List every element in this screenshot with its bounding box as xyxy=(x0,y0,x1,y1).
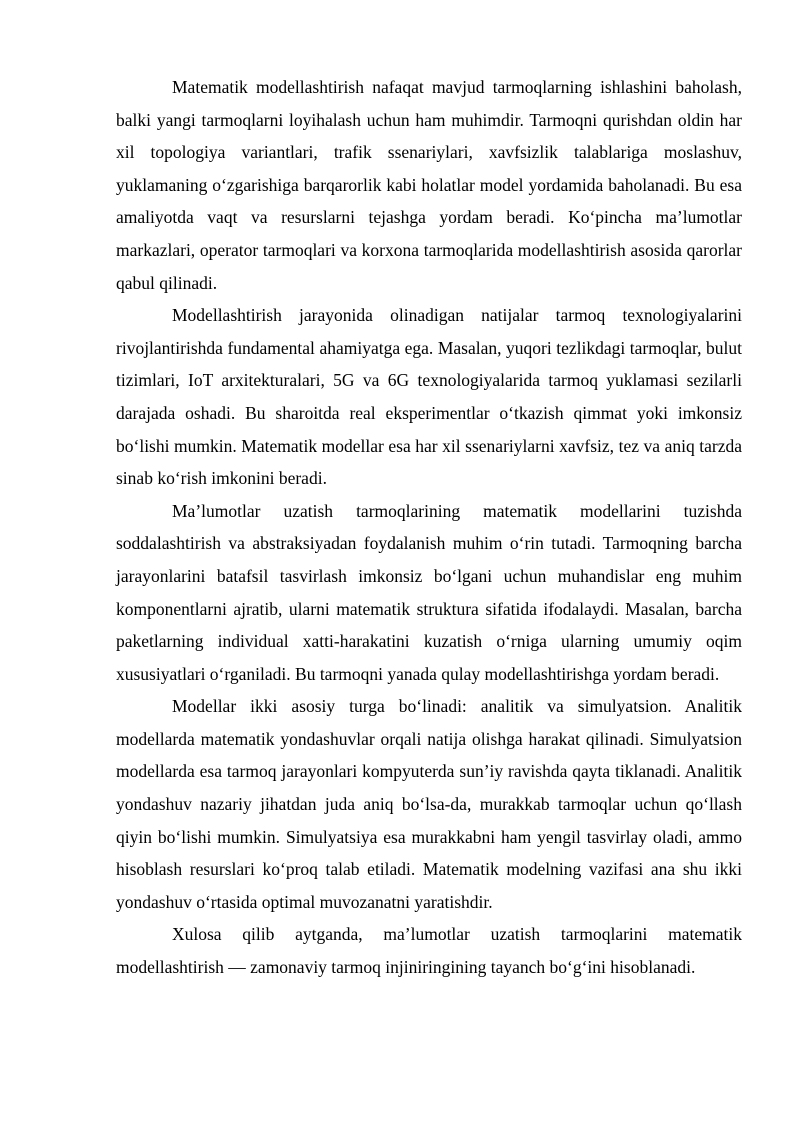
paragraph-3: Ma’lumotlar uzatish tarmoqlarining matematik modellarini tuzishda soddalashtirish va abstraksiyadan foydalanish muhim o‘rin tutadi. Tarmoqning barcha jarayonlarini batafsil tasvirlash imkonsiz bo‘lgani uchun muhandislar eng muhim komponentlarni ajratib, ularni matematik struktura sifatida ifodalaydi. Masalan, barcha paketlarning individual xatti-harakatini kuzatish o‘rniga ularning umumiy oqim xususiyatlari o‘rganiladi. Bu tarmoqni yanada qulay modellashtirishga yordam beradi. xyxy=(116,500,742,684)
document-page xyxy=(116,71,742,984)
paragraph-1: Matematik modellashtirish nafaqat mavjud tarmoqlarning ishlashini baholash, balki yangi tarmoqlarni loyihalash uchun ham muhimdir. Tarmoqni qurishdan oldin har xil topologiya variantlari, trafik ssenariylari, xavfsizlik talablariga moslashuv, yuklamaning o‘zgarishiga barqarorlik kabi holatlar model yordamida baholanadi. Bu esa amaliyotda vaqt va resurslarni tejashga yordam beradi. Ko‘pincha ma’lumotlar markazlari, operator tarmoqlari va korxona tarmoqlarida modellashtirish asosida qarorlar qabul qilinadi. xyxy=(116,77,742,293)
paragraph-2: Modellashtirish jarayonida olinadigan natijalar tarmoq texnologiyalarini rivojlantirishda fundamental ahamiyatga ega. Masalan, yuqori tezlikdagi tarmoqlar, bulut tizimlari, IoT arxitekturalari, 5G va 6G texnologiyalarida tarmoq yuklamasi sezilarli darajada oshadi. Bu sharoitda real eksperimentlar o‘tkazish qimmat yoki imkonsiz bo‘lishi mumkin. Matematik modellar esa har xil ssenariylarni xavfsiz, tez va aniq tarzda sinab ko‘rish imkonini beradi. xyxy=(116,305,742,489)
paragraph-4: Modellar ikki asosiy turga bo‘linadi: analitik va simulyatsion. Analitik modellarda matematik yondashuvlar orqali natija olishga harakat qilinadi. Simulyatsion modellarda esa tarmoq jarayonlari kompyuterda sun’iy ravishda qayta tiklanadi. Analitik yondashuv nazariy jihatdan juda aniq bo‘lsa-da, murakkab tarmoqlar uchun qo‘llash qiyin bo‘lishi mumkin. Simulyatsiya esa murakkabni ham yengil tasvirlay oladi, ammo hisoblash resurslari ko‘proq talab etiladi. Matematik modelning vazifasi ana shu ikki yondashuv o‘rtasida optimal muvozanatni yaratishdir. xyxy=(116,696,742,912)
paragraph-5: Xulosa qilib aytganda, ma’lumotlar uzatish tarmoqlarini matematik modellashtirish — zamonaviy tarmoq injiniringining tayanch bo‘g‘ini hisoblanadi. xyxy=(116,924,742,978)
